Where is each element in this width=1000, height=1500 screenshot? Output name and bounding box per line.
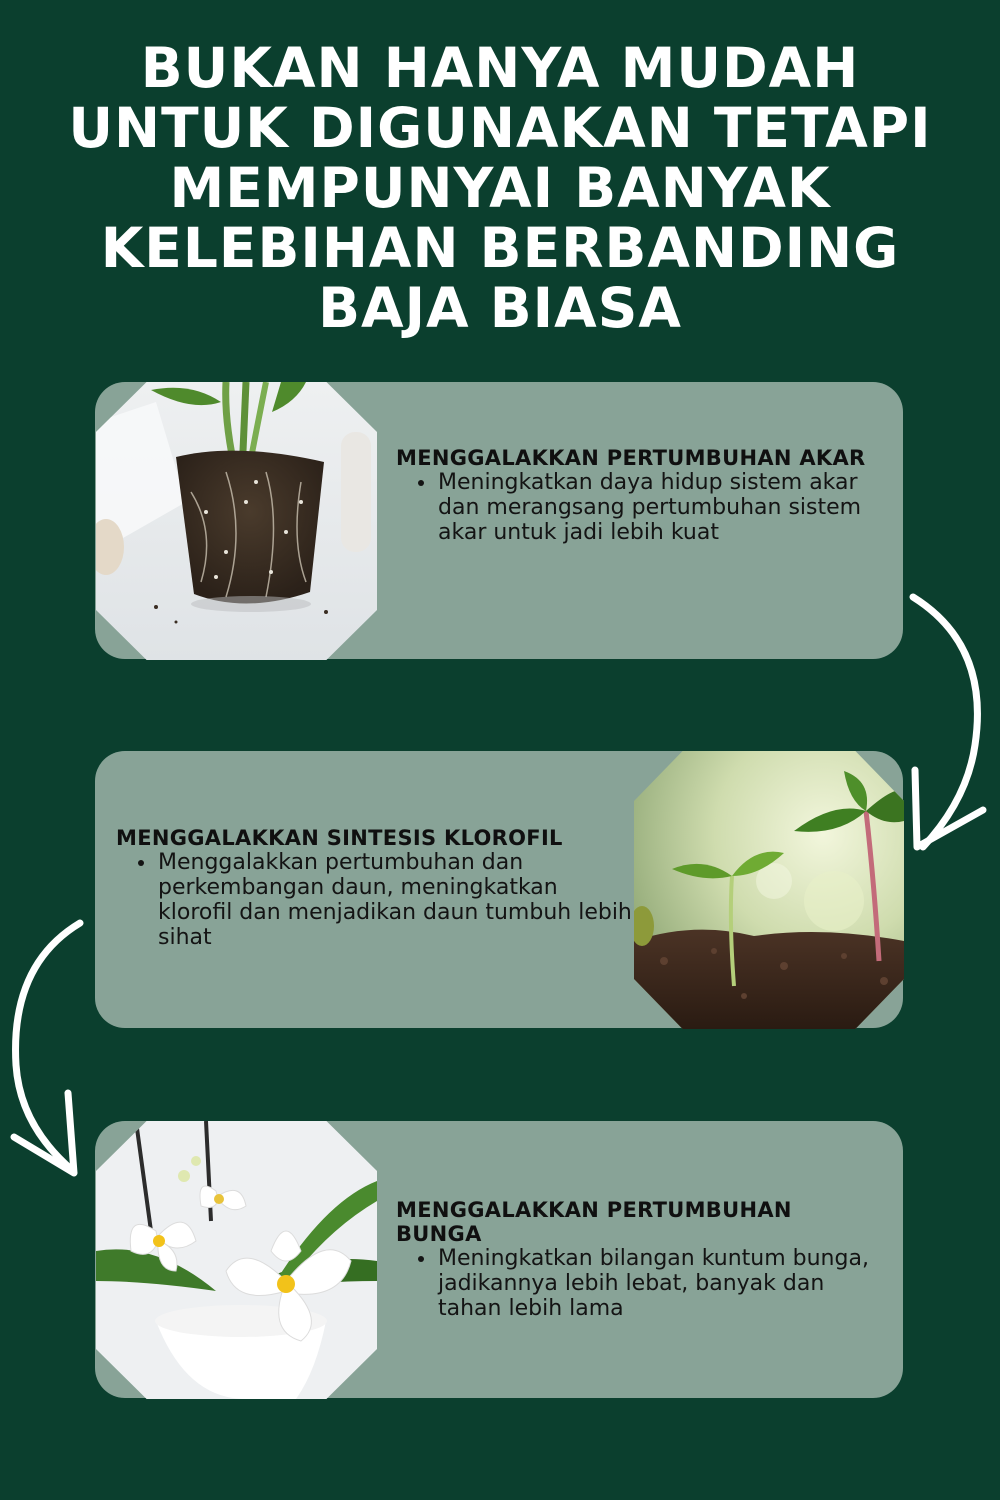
benefit-heading: MENGGALAKKAN SINTESIS KLOROFIL — [116, 826, 563, 850]
page-title: BUKAN HANYA MUDAH UNTUK DIGUNAKAN TETAPI MEMPUNYAI BANYAK KELEBIHAN BERBANDING BAJA BIASA — [68, 36, 932, 340]
benefit-bullet: Menggalakkan pertumbuhan dan perkembangan daun, meningkatkan klorofil dan menjadikan daun tumbuh lebih sihat — [136, 850, 636, 950]
plant-root-ball-photo — [96, 382, 377, 660]
benefit-bullet-list — [396, 470, 876, 545]
benefit-bullet: Meningkatkan daya hidup sistem akar dan merangsang pertumbuhan sistem akar untuk jadi lebih kuat — [416, 470, 876, 545]
benefit-heading: MENGGALAKKAN PERTUMBUHAN BUNGA — [396, 1198, 792, 1246]
benefit-bullet-list — [116, 850, 636, 950]
curved-arrow-down-left-icon — [895, 585, 1000, 869]
benefit-text-chlorophyll — [116, 826, 636, 950]
benefit-bullet-list — [396, 1246, 876, 1321]
benefit-text-root — [396, 446, 876, 545]
benefit-bullet: Meningkatkan bilangan kuntum bunga, jadikannya lebih lebat, banyak dan tahan lebih lama — [416, 1246, 876, 1321]
seedling-sprout-photo — [634, 751, 904, 1029]
benefit-heading: MENGGALAKKAN PERTUMBUHAN AKAR — [396, 446, 866, 470]
curved-arrow-down-right-icon — [0, 905, 100, 1189]
benefit-text-flower — [396, 1198, 876, 1321]
white-orchid-photo — [96, 1121, 377, 1399]
